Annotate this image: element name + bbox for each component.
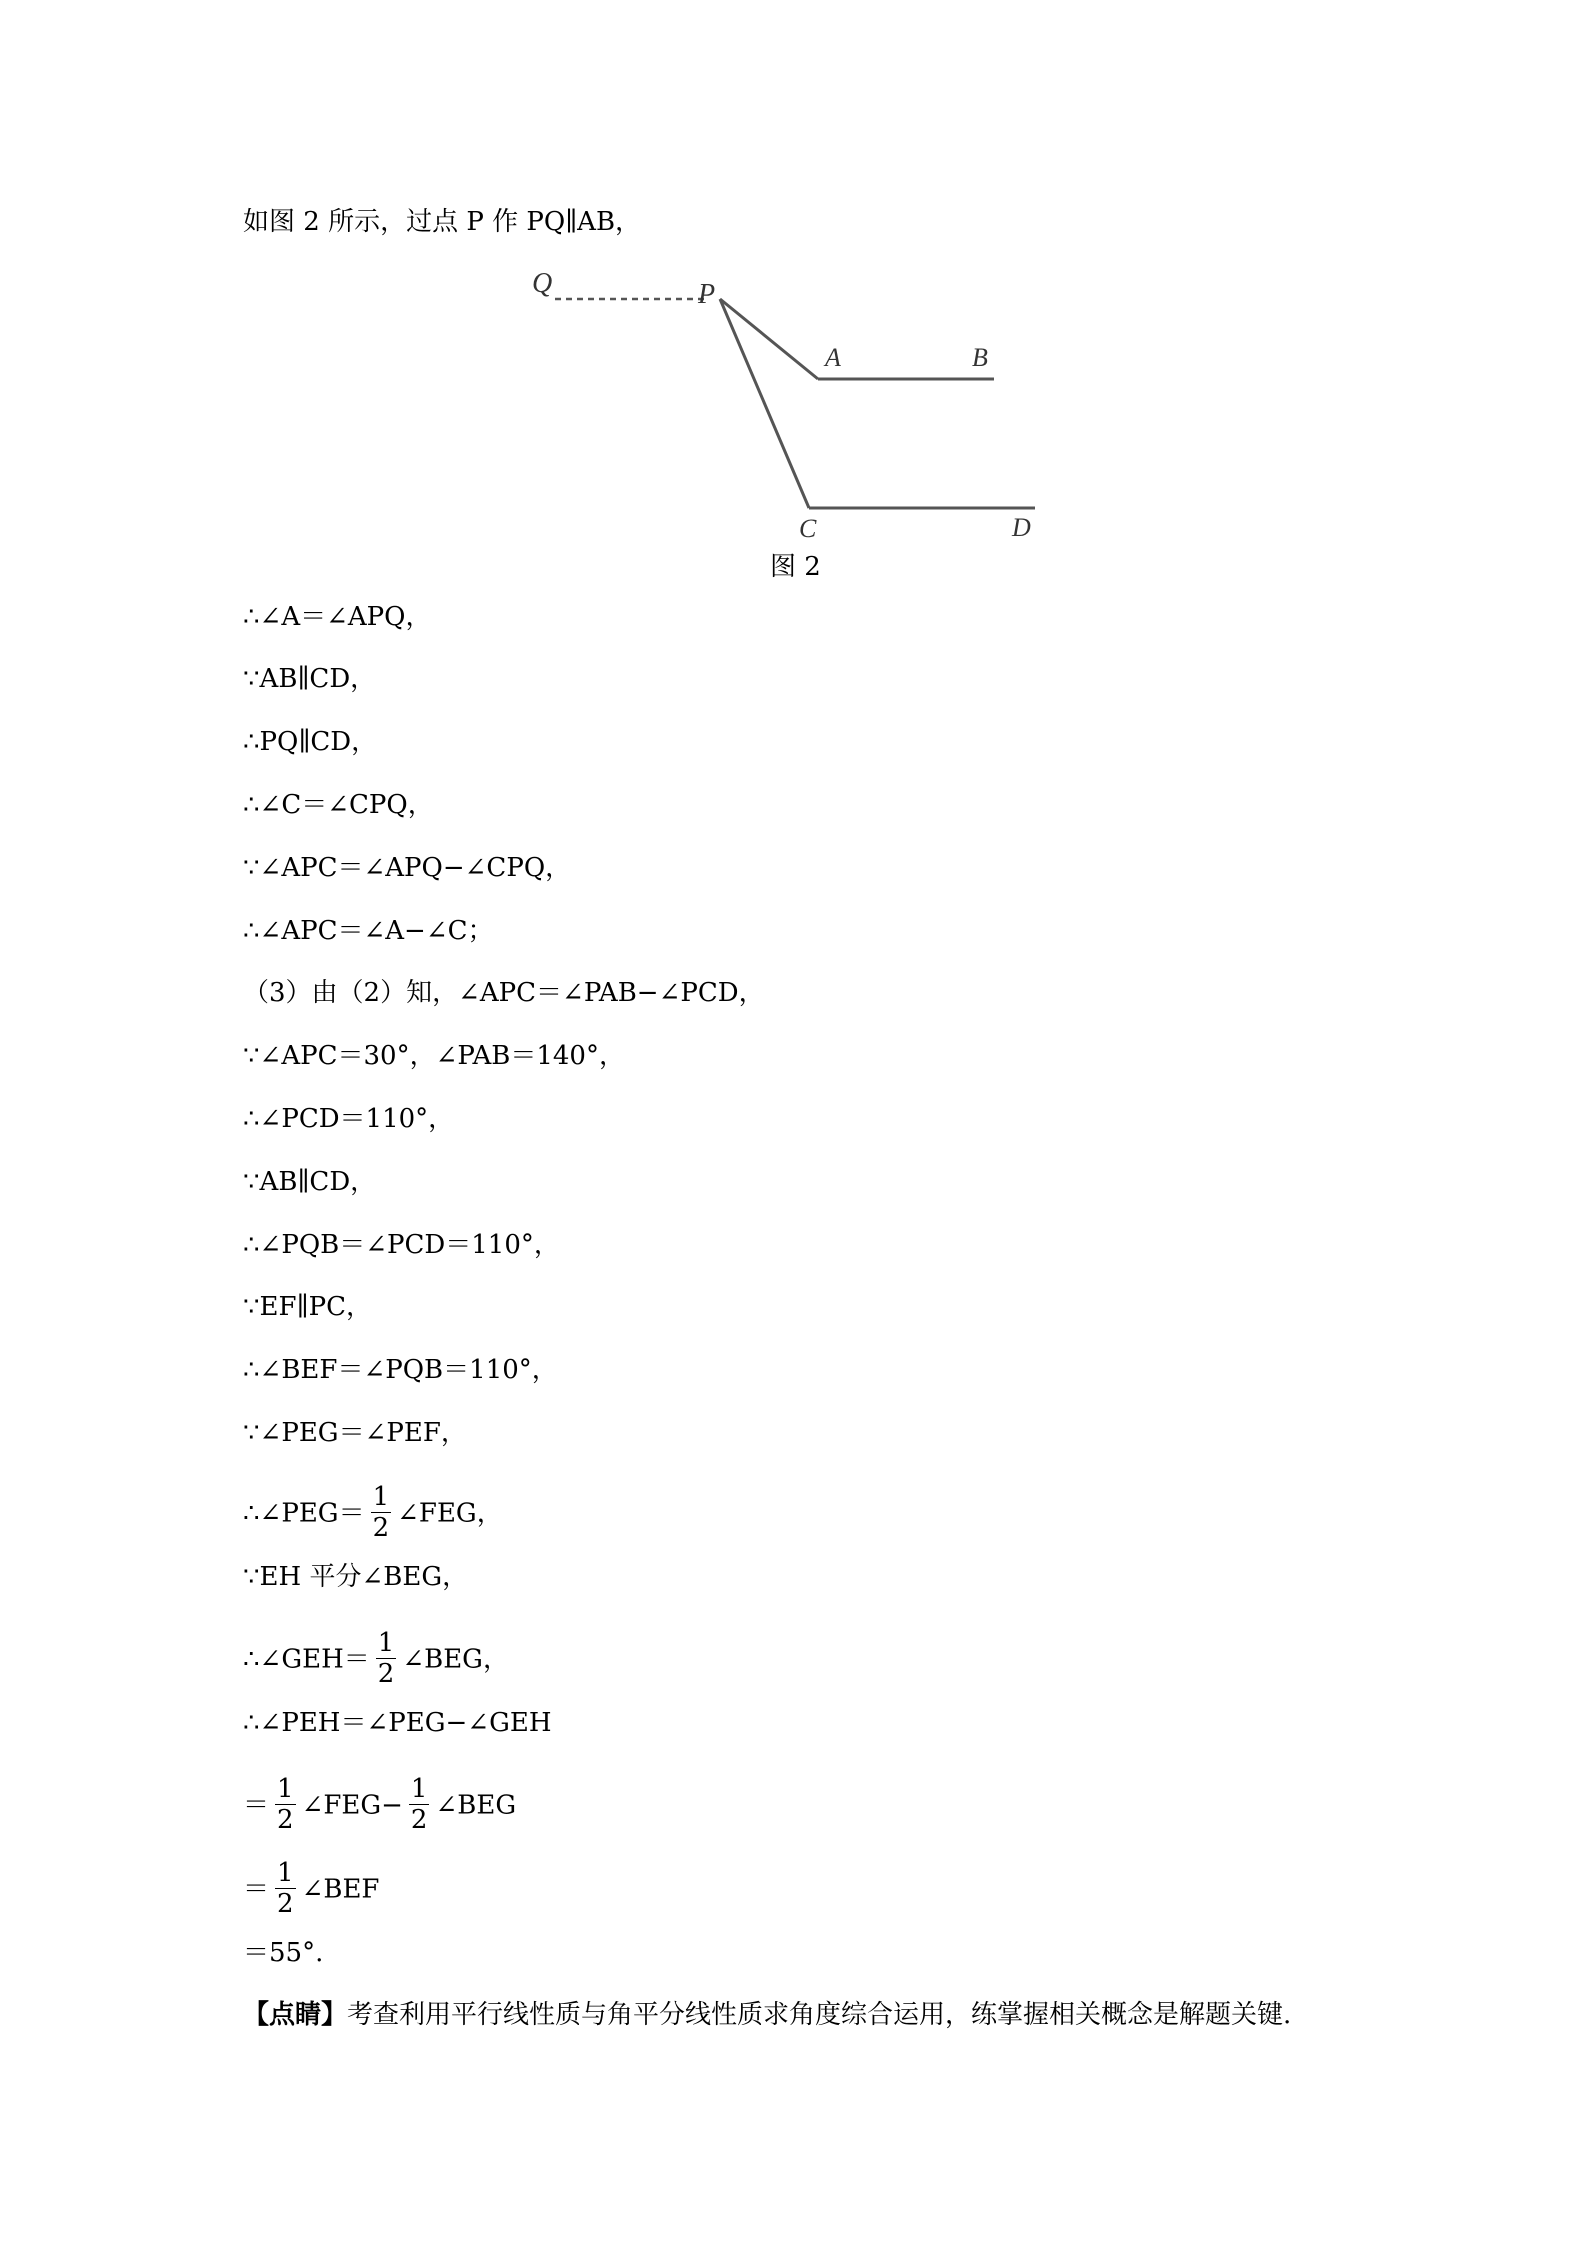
comment-tag: 【点睛】 (243, 2000, 348, 2030)
step-19-suffix: ∠BEG (435, 1790, 517, 1821)
label-Q: Q (532, 268, 553, 299)
fraction-denominator: 2 (372, 1513, 390, 1543)
comment-text: 考查利用平行线性质与角平分线性质求角度综合运用，练掌握相关概念是解题关键. (347, 2000, 1292, 2030)
fraction-numerator: 1 (377, 1628, 395, 1658)
step-17-suffix: ∠BEG， (402, 1644, 509, 1675)
step-12: ∵EF∥PC， (243, 1292, 372, 1322)
fraction-denominator: 2 (377, 1659, 395, 1689)
step-18: ∴∠PEH＝∠PEG−∠GEH (243, 1708, 552, 1738)
fraction-half (275, 1774, 296, 1835)
comment-line (243, 1998, 1291, 2032)
step-17 (243, 1630, 509, 1691)
fraction-denominator: 2 (277, 1805, 294, 1835)
geometry-figure (520, 262, 1060, 544)
intro-line: 如图 2 所示，过点 P 作 PQ∥AB， (243, 207, 642, 237)
label-P: P (698, 279, 716, 310)
step-6: ∴∠APC＝∠A−∠C； (243, 916, 494, 946)
segment-PC (720, 299, 809, 508)
step-20-prefix: ＝ (243, 1874, 270, 1905)
step-8: ∵∠APC＝30°，∠PAB＝140°， (243, 1041, 625, 1071)
step-7: （3）由（2）知，∠APC＝∠PAB−∠PCD， (243, 978, 765, 1008)
step-16: ∵EH 平分∠BEG， (243, 1562, 469, 1592)
figure-caption: 图 2 (770, 552, 821, 582)
step-4: ∴∠C＝∠CPQ， (243, 790, 434, 820)
fraction-numerator: 1 (410, 1774, 428, 1804)
step-11: ∴∠PQB＝∠PCD＝110°， (243, 1230, 560, 1260)
segment-PA (720, 299, 818, 379)
step-20-suffix: ∠BEF (301, 1874, 380, 1905)
step-17-prefix: ∴∠GEH＝ (243, 1644, 370, 1675)
label-B: B (972, 343, 988, 372)
step-2: ∵AB∥CD， (243, 664, 377, 694)
step-19-middle: ∠FEG− (301, 1790, 403, 1821)
label-C: C (799, 514, 817, 543)
fraction-numerator: 1 (277, 1774, 294, 1804)
fraction-numerator: 1 (277, 1858, 294, 1888)
step-19-prefix: ＝ (243, 1790, 270, 1821)
fraction-half (409, 1774, 430, 1835)
fraction-half (275, 1858, 296, 1919)
step-15 (243, 1484, 503, 1545)
fraction-denominator: 2 (277, 1889, 294, 1919)
fraction-numerator: 1 (372, 1482, 390, 1512)
label-D: D (1012, 513, 1031, 542)
fraction-half (371, 1482, 392, 1543)
step-14: ∵∠PEG＝∠PEF， (243, 1418, 467, 1448)
step-10: ∵AB∥CD， (243, 1167, 377, 1197)
step-9: ∴∠PCD＝110°， (243, 1104, 455, 1134)
step-3: ∴PQ∥CD， (243, 727, 378, 757)
step-21: ＝55°. (243, 1938, 324, 1968)
step-5: ∵∠APC＝∠APQ−∠CPQ， (243, 853, 572, 883)
step-15-prefix: ∴∠PEG＝ (243, 1498, 365, 1529)
step-1: ∴∠A＝∠APQ， (243, 602, 432, 632)
figure-svg (520, 262, 1060, 544)
fraction-half (376, 1628, 397, 1689)
step-19 (243, 1776, 516, 1837)
step-13: ∴∠BEF＝∠PQB＝110°， (243, 1355, 558, 1385)
step-20 (243, 1860, 379, 1921)
step-15-suffix: ∠FEG， (397, 1498, 503, 1529)
label-A: A (825, 343, 841, 372)
fraction-denominator: 2 (410, 1805, 428, 1835)
